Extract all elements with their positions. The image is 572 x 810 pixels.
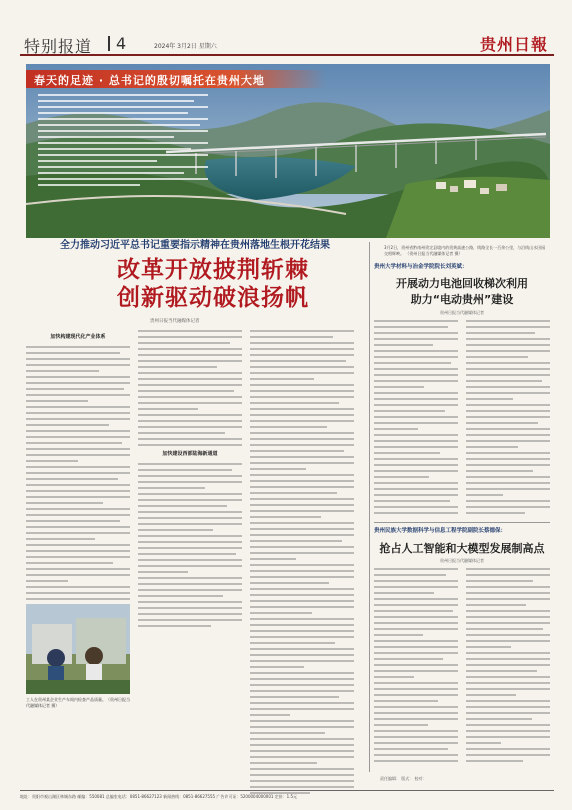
hero-intro-text [38, 94, 208, 190]
paper-logo: 贵州日報 [479, 35, 548, 54]
page-number: 4 [116, 34, 127, 53]
article-subhead: 加快建设西部陆海新通道 [162, 451, 218, 457]
factory-photo [26, 604, 130, 694]
article-column-2 [138, 330, 242, 740]
page-footer: 地址：贵阳市观山湖区林城东路 邮编：550081 总编室电话：0851-86627123 新闻热线：0851-86627555 广告许可证：5200004000001 定价：1.5元 [20, 790, 554, 800]
lead-headline [48, 256, 378, 312]
story-1-byline: 贵州日报当代融媒体记者 [440, 310, 484, 315]
hero-banner-text: 春天的足迹 · 总书记的殷切嘱托在贵州大地 [34, 74, 265, 87]
headline-line-2: 创新驱动破浪扬帆 [117, 285, 309, 311]
section-title: 特别报道 [24, 37, 93, 56]
story-2-byline: 贵州日报当代融媒体记者 [440, 558, 484, 563]
column-divider [369, 242, 370, 772]
masthead [20, 30, 554, 56]
story-2-body [374, 568, 550, 768]
hero-banner [26, 70, 326, 88]
story-1-column-1 [374, 320, 458, 520]
story-1-kicker: 贵州大学材料与冶金学院院长刘英斌： [374, 264, 468, 270]
lead-kicker: 全力推动习近平总书记重要指示精神在贵州落地生根开花结果 [60, 240, 330, 251]
story-1-column-2 [466, 320, 550, 520]
story-2-headline: 抢占人工智能和大模型发展制高点 [379, 542, 545, 555]
editor-credits: 责任编辑： 版式： 校对： [380, 776, 427, 781]
story-divider [374, 522, 550, 523]
hero-caption: 3月2日，贵州省黔南州贵定县境内的贵黄高速公路，线路全长一百余公里，与沿线山水田园交相辉映。 （贵州日报当代融媒体记者 摄） [384, 245, 546, 256]
story-1-headline-line-2: 助力“电动贵州”建设 [410, 293, 514, 306]
story-2-kicker: 贵州民族大学数据科学与信息工程学院副院长蔡德保： [374, 528, 507, 534]
hero-photo [26, 64, 550, 238]
article-subhead: 加快构建现代化产业体系 [50, 334, 106, 340]
lead-byline: 贵州日报当代融媒体记者 [150, 319, 200, 324]
story-2-column-2 [466, 568, 550, 768]
story-1-headline [374, 276, 550, 308]
headline-line-1: 改革开放披荆斩棘 [117, 257, 309, 283]
story-1-headline-line-1: 开展动力电池回收梯次利用 [396, 277, 528, 290]
story-1-body [374, 320, 550, 520]
factory-illustration [26, 604, 130, 694]
article-column-3 [250, 330, 354, 740]
factory-photo-caption: 工人在贵州某企业生产车间内检查产品质量。（贵州日报当代融媒体记者 摄） [26, 697, 130, 708]
publish-date: 2024年 3月2日 星期六 [154, 43, 217, 50]
section-divider [108, 36, 110, 51]
story-2-column-1 [374, 568, 458, 768]
